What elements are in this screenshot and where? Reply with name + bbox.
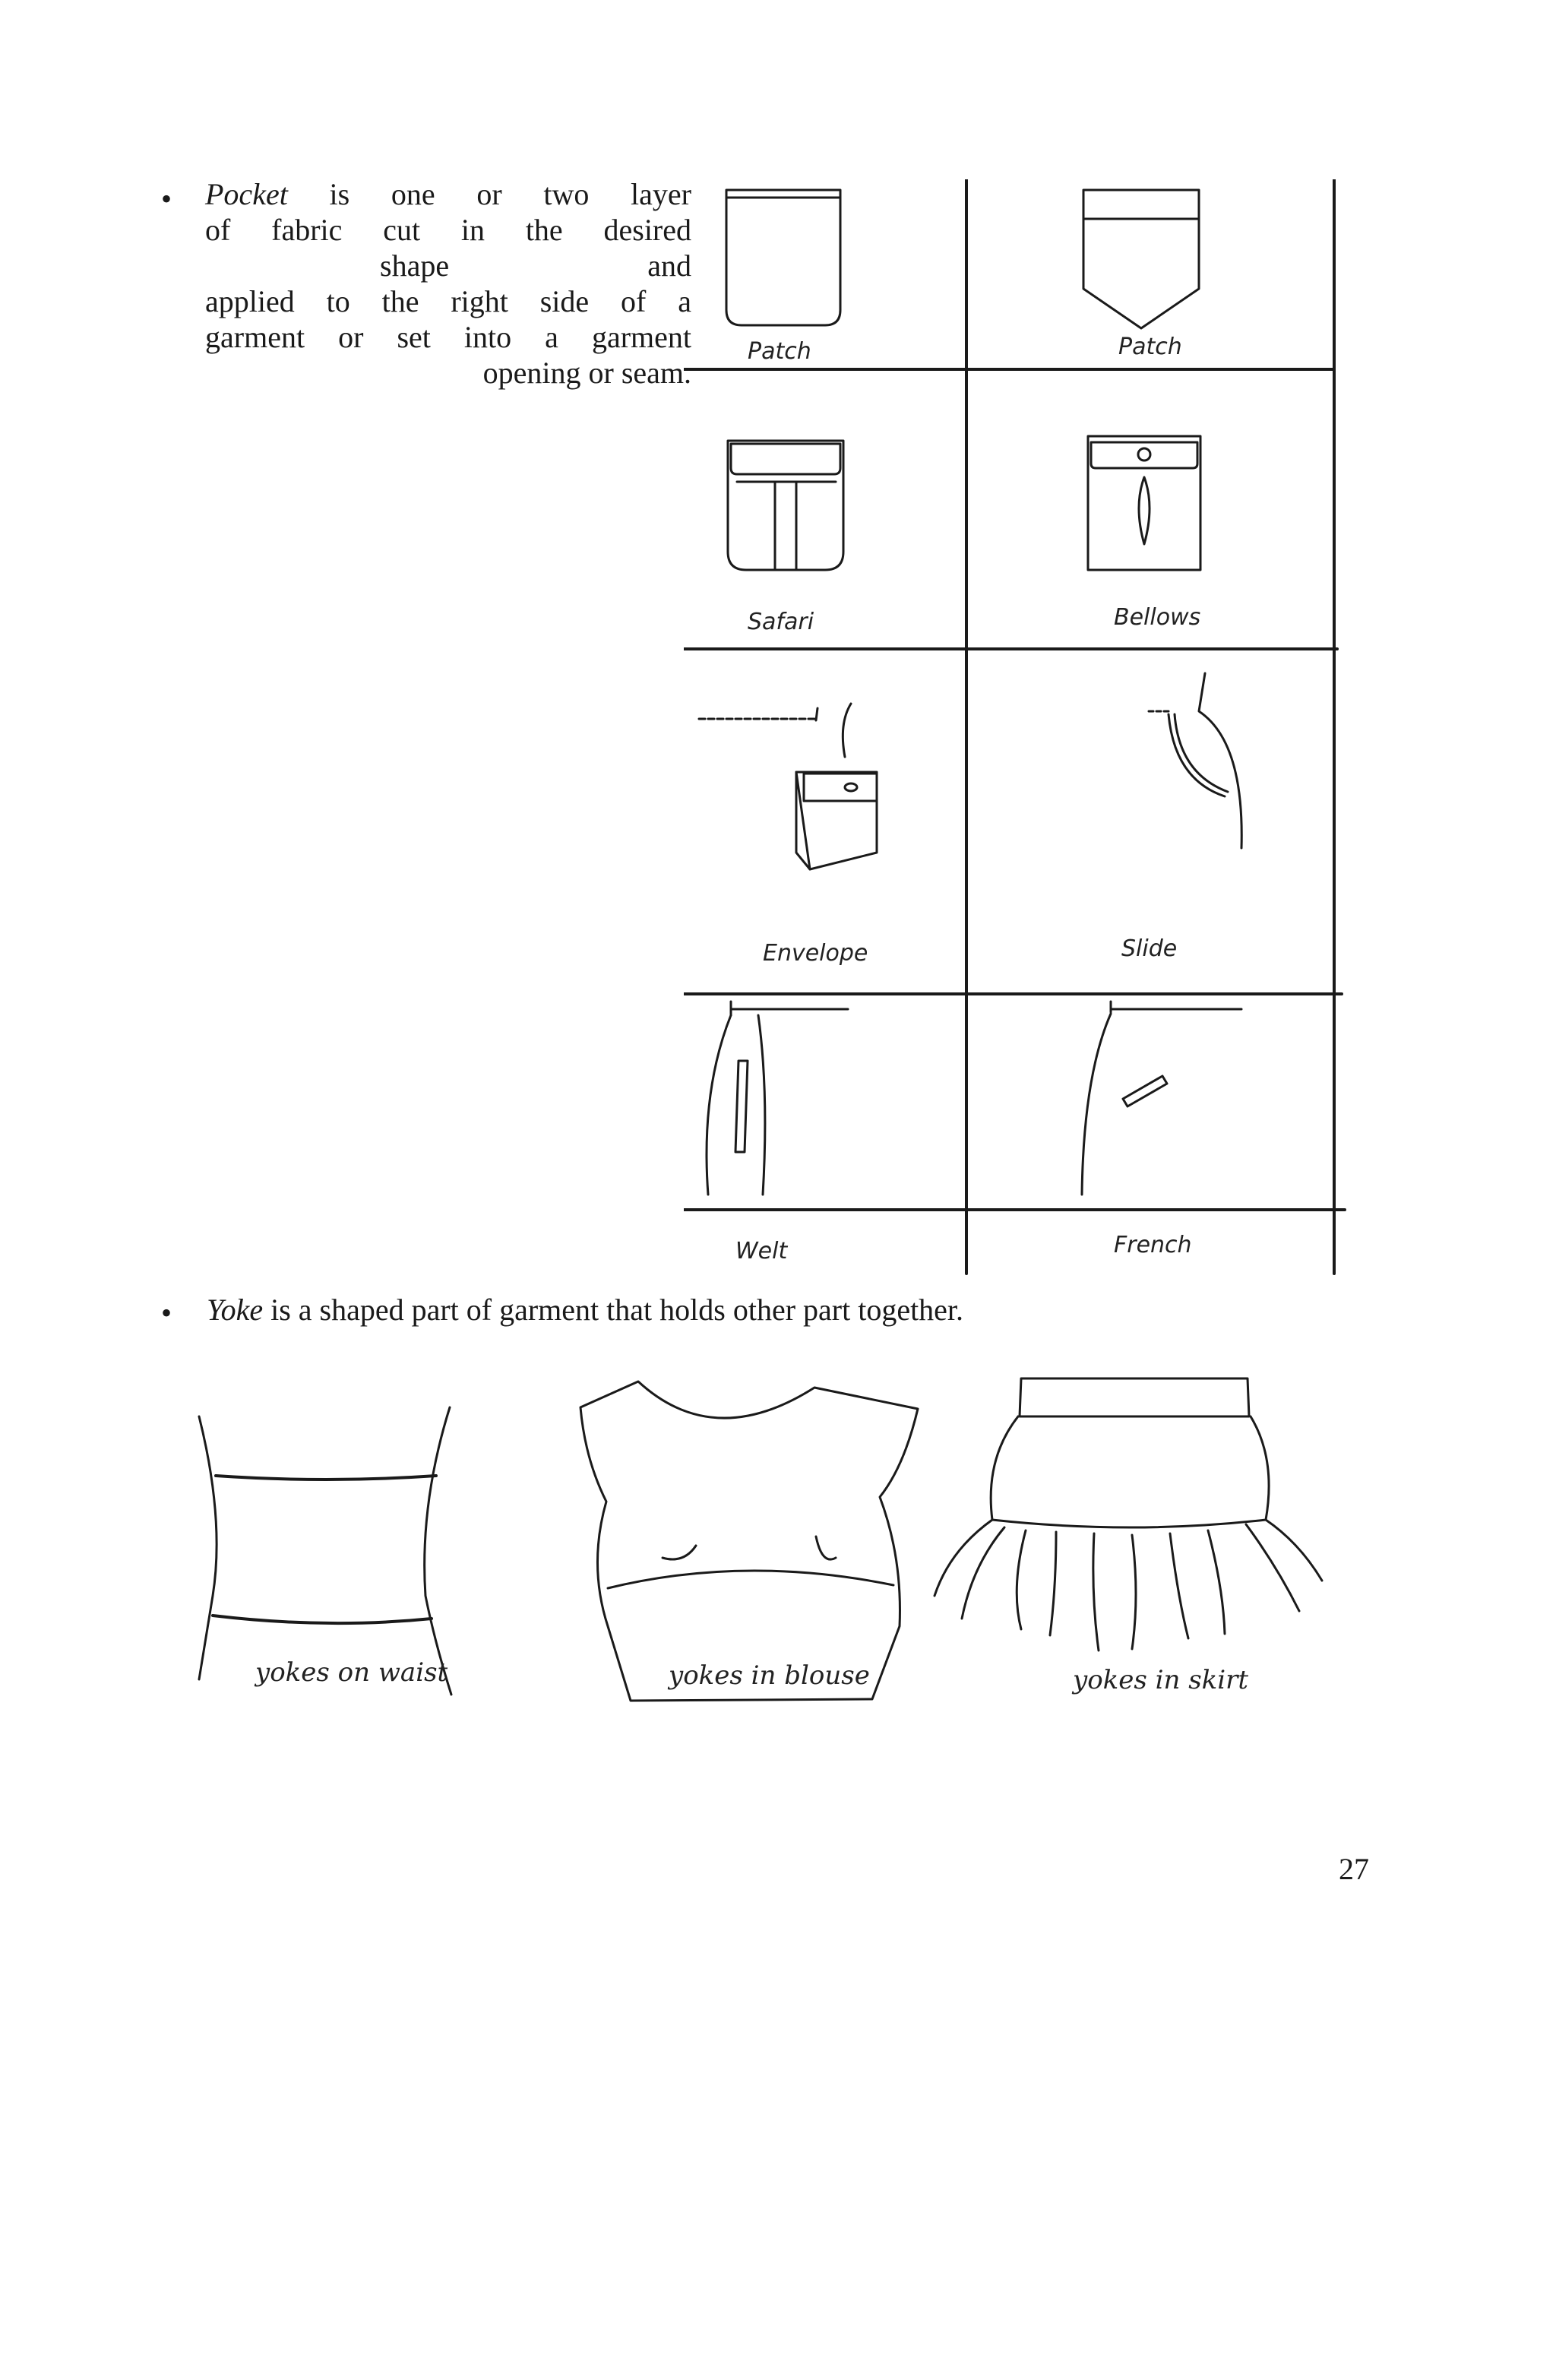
yoke-bullet: • [161,1296,172,1330]
label-slide: Slide [1121,935,1178,962]
yoke-waist-drawing [199,1407,451,1695]
page-number: 27 [1339,1852,1369,1886]
label-patch-1: Patch [748,338,811,365]
label-bellows: Bellows [1114,604,1201,631]
pocket-line-1: Pocket is one or two layer [205,177,691,211]
welt-pocket [707,1002,848,1195]
yoke-definition: is a shaped part of garment that holds other part together. [263,1293,964,1327]
envelope-pocket [699,704,877,869]
pocket-line-4: applied to the right side of a [205,284,691,318]
yoke-types-figure [182,1368,1368,1725]
label-yokes-in-skirt: yokes in skirt [1073,1665,1249,1695]
yoke-blouse-drawing [580,1381,918,1701]
pocket-line-5: garment or set into a garment [205,320,691,354]
pocket-line-3: shape and [380,248,691,283]
label-yokes-on-waist: yokes on waist [255,1657,448,1688]
label-patch-2: Patch [1118,334,1182,360]
label-welt: Welt [735,1238,788,1264]
pocket-line-6: opening or seam. [482,356,691,390]
pocket-bullet: • [161,182,172,216]
bellows-pocket [1088,436,1200,570]
yoke-term: Yoke [207,1293,264,1327]
pocket-paragraph [205,176,691,391]
french-pocket [1082,1002,1241,1195]
slide-pocket [1149,673,1241,848]
pocket-types-figure [684,179,1352,1281]
patch-pocket-pointed [1083,190,1199,328]
label-french: French [1114,1232,1192,1258]
pocket-term: Pocket [205,177,288,211]
pocket-line-2: of fabric cut in the desired [205,213,691,247]
patch-pocket-rounded [726,190,840,325]
safari-pocket [728,441,843,570]
label-safari: Safari [748,609,814,635]
label-yokes-in-blouse: yokes in blouse [669,1660,870,1691]
yoke-paragraph [207,1292,1346,1328]
yoke-skirt-drawing [935,1378,1322,1650]
label-envelope: Envelope [763,940,868,967]
